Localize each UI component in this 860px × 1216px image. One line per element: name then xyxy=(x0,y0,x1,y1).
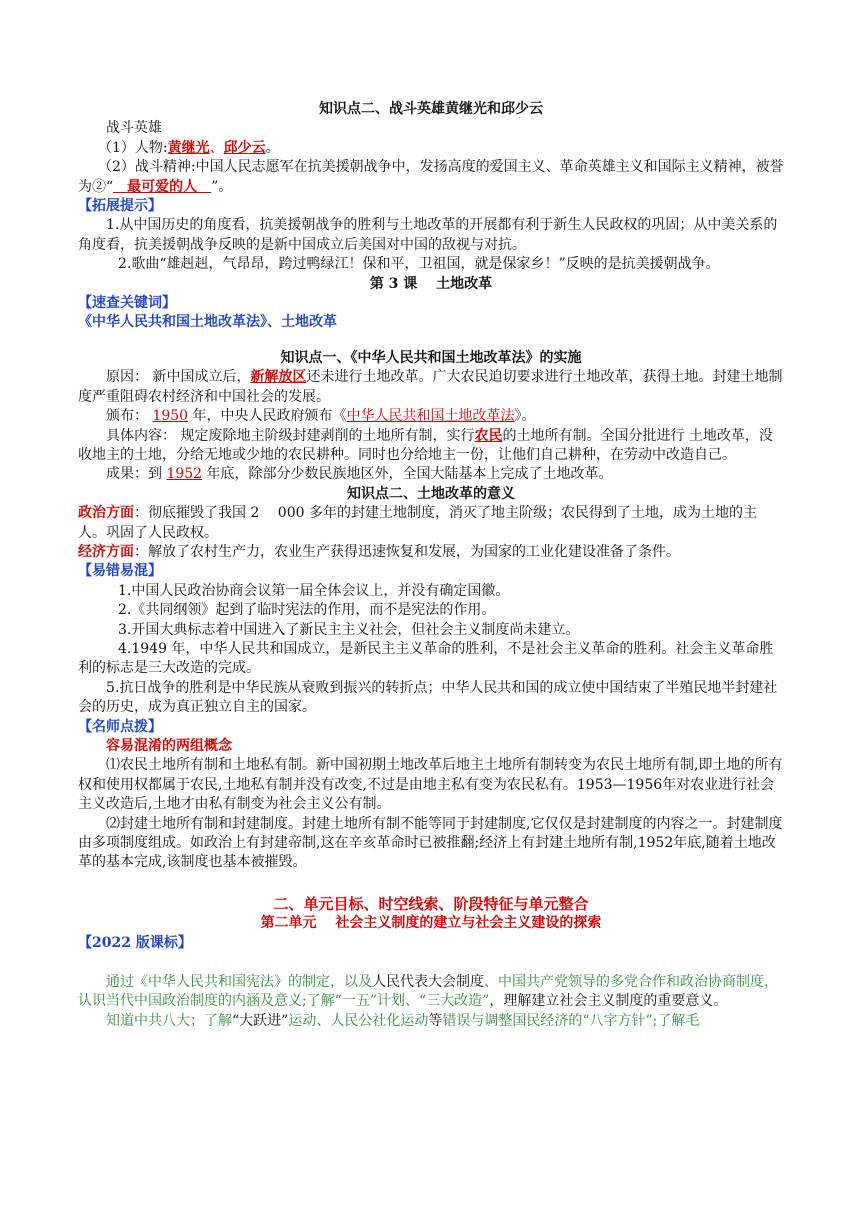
kp1-content: 具体内容： 规定废除地主阶级封建剥削的土地所有制，实行农民的土地所有制。全国分批进行 土地改革，没收地主的土地，分给无地或少地的农民耕种。同时也分给地主一份，让他们自己耕种，在劳动中改造自己。 xyxy=(78,427,773,463)
hero-huang-jiguang: 黄继光 xyxy=(167,139,210,156)
kp2-economic: 经济方面：解放了农村生产力，农业生产获得迅速恢复和发展，为国家的工业化建设准备了条件。 xyxy=(78,543,680,560)
tuozhan-p1: 1.从中国历史的角度看，抗美援朝战争的胜利与土地改革的开展都有利于新生人民政权的巩固；从中美关系的角度看，抗美援朝战争反映的是新中国成立后美国对中国的敌视与对抗。 xyxy=(78,217,778,253)
tuozhan-label: 【拓展提示】 xyxy=(78,198,162,215)
mingshi-label: 【名师点拨】 xyxy=(78,718,162,735)
kebiao-p1: 通过《中华人民共和国宪法》的制定，以及人民代表大会制度、中国共产党领导的多党合作和政治协商制度，认识当代中国政治制度的内涵及意义;了解“一五”计划、“三大改造”，理解建立社会主义制度的重要意义。 xyxy=(78,974,778,1010)
yicuo-item: 3.开国大典标志着中国进入了新民主主义社会，但社会主义制度尚未建立。 xyxy=(118,621,580,638)
yicuo-label: 【易错易混】 xyxy=(78,563,162,580)
kebiao-label: 【2022 版课标】 xyxy=(78,934,192,951)
heroes-spirit: （2）战斗精神:中国人民志愿军在抗美援朝战争中，发扬高度的爱国主义、革命英雄主义和国际主义精神，被誉为②“ 最可爱的人 ”。 xyxy=(78,159,784,195)
kp1-issue: 颁布： 1950 年，中央人民政府颁布《中华人民共和国土地改革法》。 xyxy=(106,408,536,425)
yicuo-item: 5.抗日战争的胜利是中华民族从衰败到振兴的转折点；中华人民共和国的成立使中国结束了半殖民地半封建社会的历史，成为真正独立自主的国家。 xyxy=(78,679,778,716)
unit-subtitle: 第二单元 社会主义制度的建立与社会主义建设的探索 xyxy=(260,915,602,932)
kp1-result: 成果：到 1952 年底，除部分少数民族地区外，全国大陆基本上完成了土地改革。 xyxy=(106,466,613,483)
suchakey-label: 【速查关键词】 xyxy=(78,295,176,312)
kp2-significance-title: 知识点二、土地改革的意义 xyxy=(347,485,515,502)
kp1-reason: 原因： 新中国成立后，新解放区还未进行土地改革。广大农民迫切要求进行土地改革，获得土地。封建土地制度严重阻碍农村经济和中国社会的发展。 xyxy=(78,369,783,405)
document-page xyxy=(78,100,784,1031)
kp2-political: 政治方面：彻底摧毁了我国 2 000 多年的封建土地制度，消灭了地主阶级；农民得到了土地，成为土地的主人。巩固了人民政权。 xyxy=(78,505,757,541)
hero-qiu-shaoyun: 邱少云 xyxy=(223,139,266,156)
yicuo-item: 4.1949 年，中华人民共和国成立，是新民主主义革命的胜利，不是社会主义革命的胜利。社会主义革命胜利的标志是三大改造的完成。 xyxy=(78,640,774,677)
heroes-people: （1）人物:黄继光、邱少云。 xyxy=(98,139,280,156)
spirit-answer: 最可爱的人 xyxy=(113,178,212,195)
mingshi-subtitle: 容易混淆的两组概念 xyxy=(106,738,232,754)
suchakey-terms: 《中华人民共和国土地改革法》、土地改革 xyxy=(78,314,337,331)
tuozhan-p2: 2.歌曲“雄赳赳，气昂昂，跨过鸭绿江！保和平，卫祖国，就是保家乡！”反映的是抗美援朝战争。 xyxy=(118,256,720,273)
lesson3-title: 第 3 课 土地改革 xyxy=(369,275,493,292)
heroes-heading: 战斗英雄 xyxy=(106,120,162,137)
yicuo-item: 1.中国人民政治协商会议第一届全体会议上，并没有确定国徽。 xyxy=(118,582,510,599)
unit-section-title: 二、单元目标、时空线索、阶段特征与单元整合 xyxy=(273,894,589,913)
mingshi-p2: ⑵封建土地所有制和封建制度。封建土地所有制不能等同于封建制度,它仅仅是封建制度的内容之一。封建制度由多项制度组成。如政治上有封建帝制,这在辛亥革命时已被推翻;经济上有封建土地所有制,1952年底,随着土地改革的基本完成,该制度也基本被摧毁。 xyxy=(78,815,783,871)
kp1-land-law-title: 知识点一、《中华人民共和国土地改革法》的实施 xyxy=(280,349,582,366)
yicuo-item: 2.《共同纲领》起到了临时宪法的作用，而不是宪法的作用。 xyxy=(118,602,496,619)
kp2-heroes-title: 知识点二、战斗英雄黄继光和邱少云 xyxy=(319,101,543,117)
mingshi-p1: ⑴农民土地所有制和土地私有制。新中国初期土地改革后地主土地所有制转变为农民土地所有制,即土地的所有权和使用权都属于农民,土地私有制并没有改变,不过是由地主私有变为农民私有。1953—1956年对农业进行社会主义改造后,土地才由私有制变为社会主义公有制。 xyxy=(78,757,783,813)
kebiao-p2: 知道中共八大；了解“大跃进”运动、人民公社化运动等错误与调整国民经济的“八字方针”;了解毛 xyxy=(106,1012,700,1029)
